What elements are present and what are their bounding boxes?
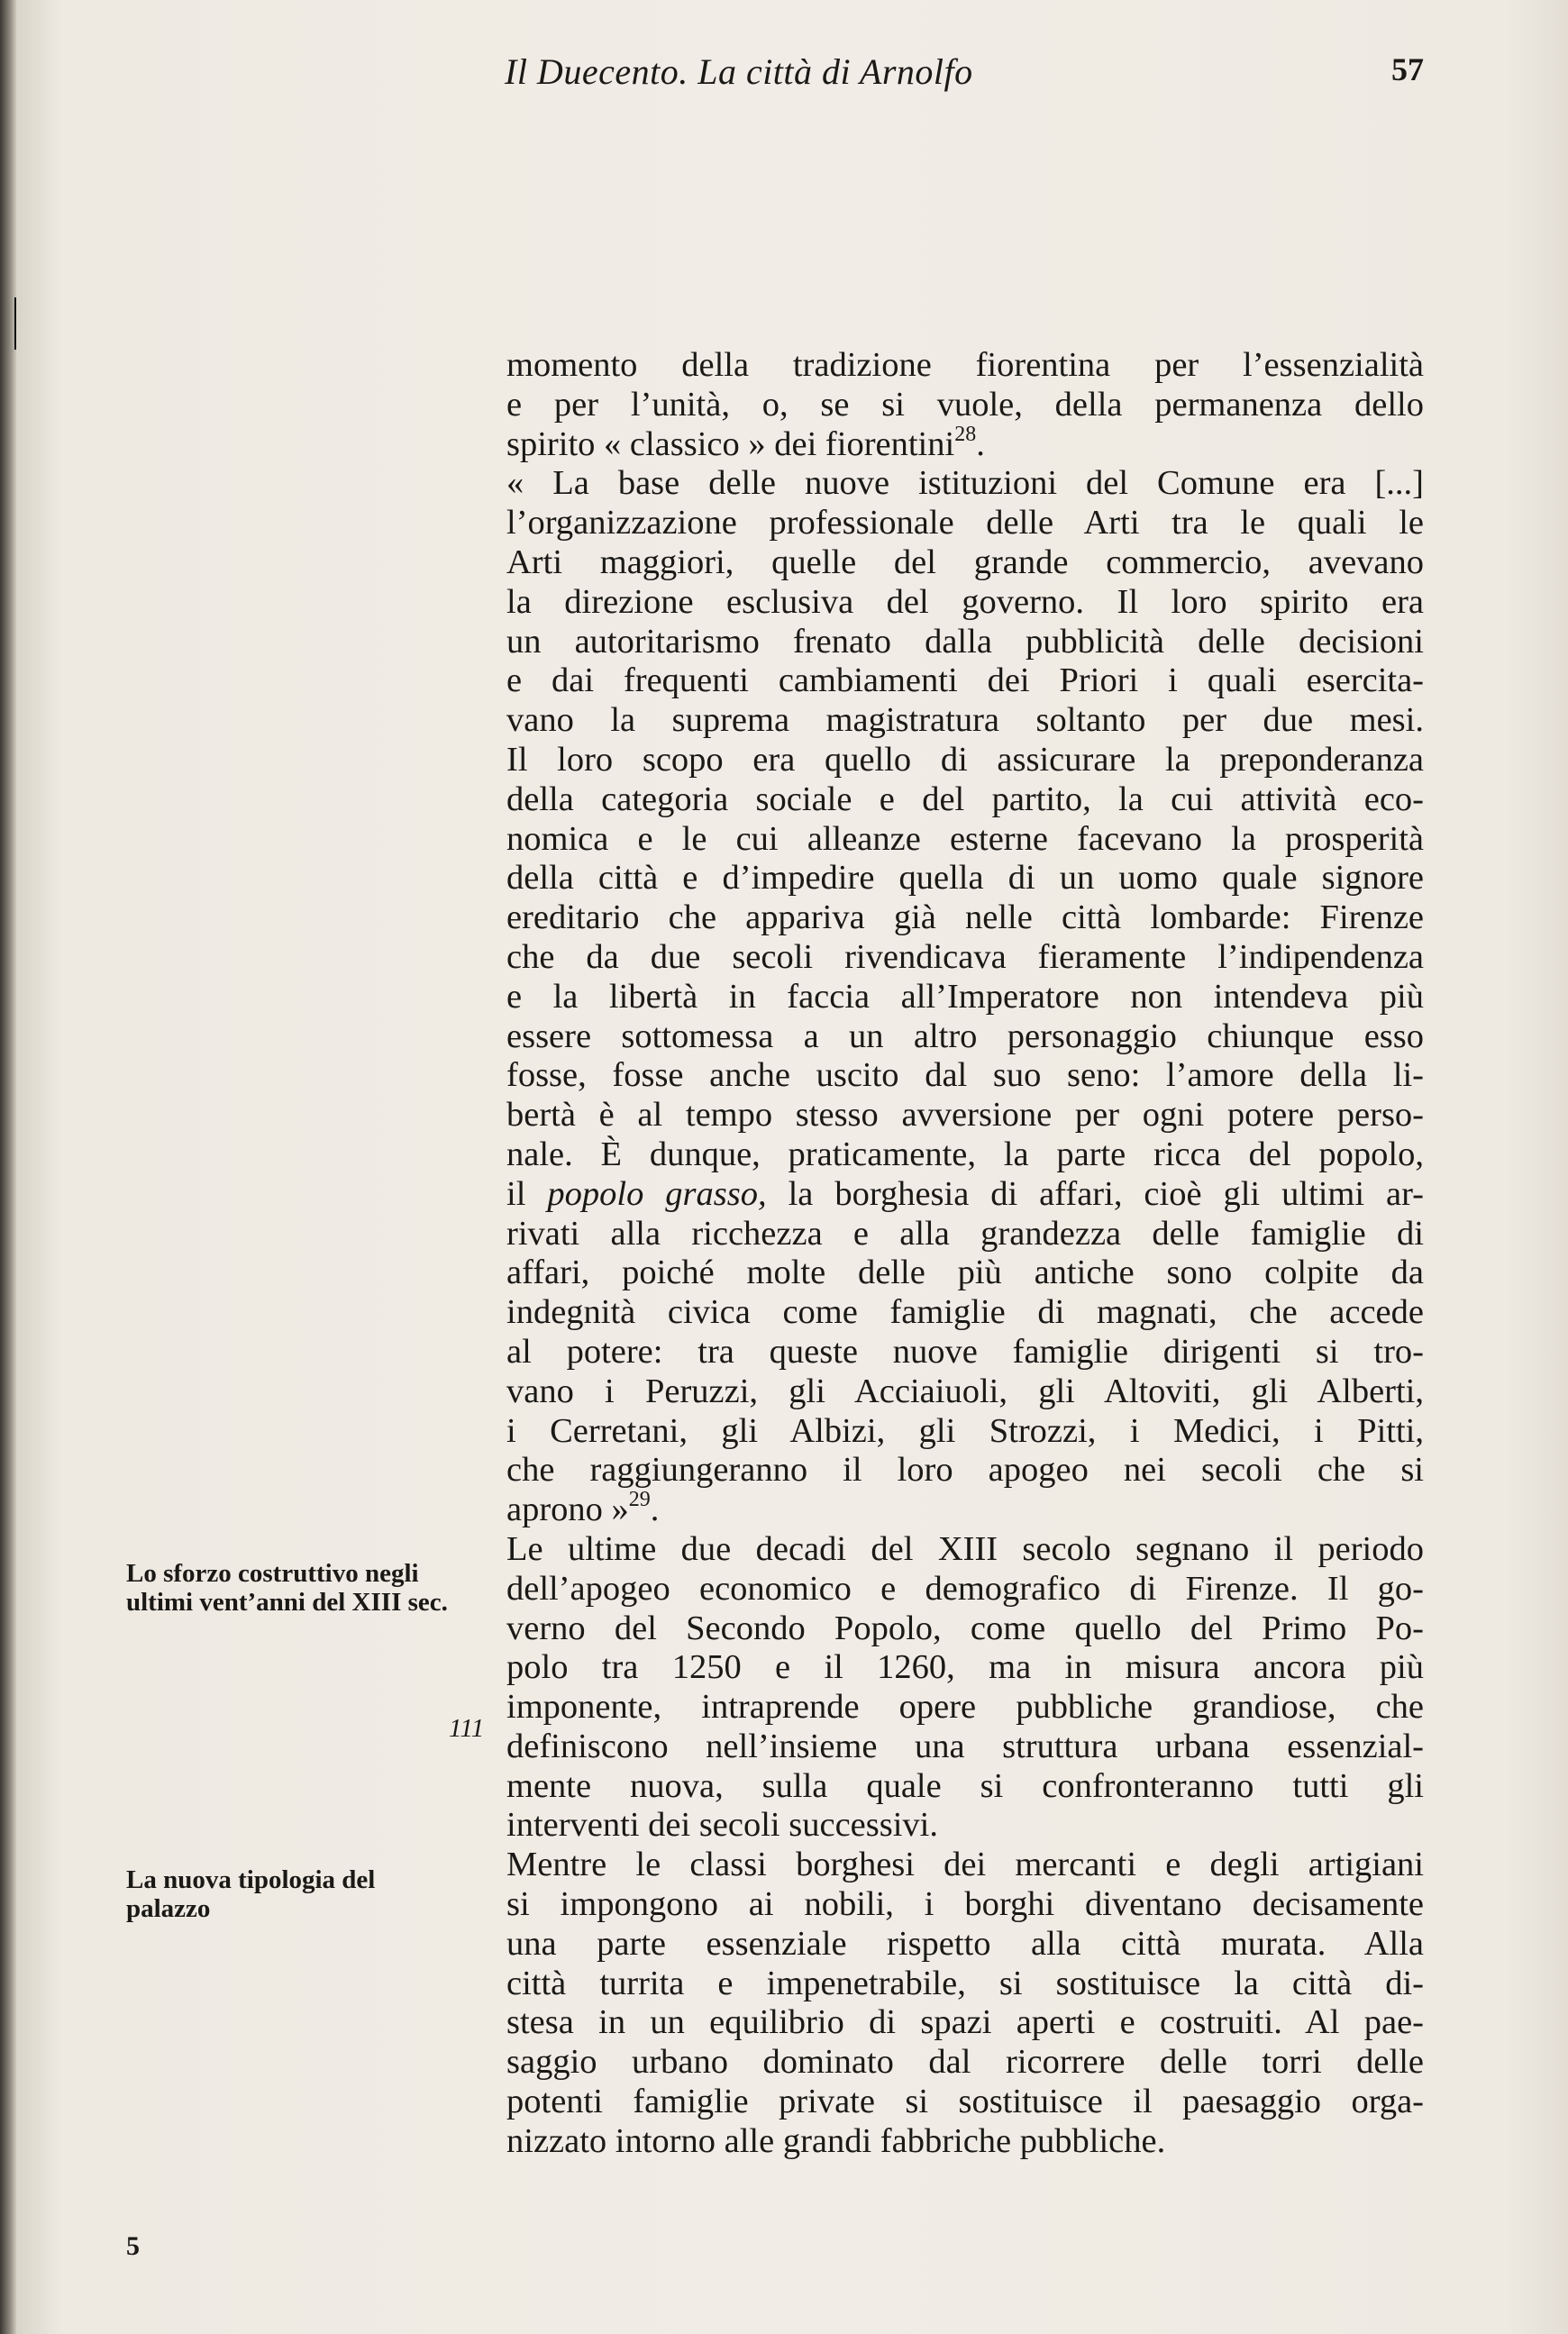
text-line: « La base delle nuove istituzioni del Comune era [...] bbox=[506, 464, 1424, 503]
text-line: indegnità civica come famiglie di magnati, che accede bbox=[506, 1293, 1424, 1332]
text-line: definiscono nell’insieme una struttura urbana essenzial- bbox=[506, 1727, 1424, 1765]
signature-mark: 5 bbox=[126, 2231, 140, 2261]
text-line: la direzione esclusiva del governo. Il loro spirito era bbox=[506, 582, 1424, 621]
text-line: un autoritarismo frenato dalla pubblicità delle decisioni bbox=[506, 622, 1424, 661]
text-line: aprono »$^{29}$. bbox=[506, 1488, 660, 1529]
figure-reference: 111 bbox=[449, 1714, 485, 1743]
footnote-ref: 28 bbox=[954, 422, 977, 446]
book-spine-shadow bbox=[0, 0, 16, 2334]
text-line: affari, poiché molte delle più antiche sono colpite da bbox=[506, 1254, 1424, 1292]
text-line: Il loro scopo era quello di assicurare la preponderanza bbox=[506, 740, 1424, 779]
text-line: mente nuova, sulla quale si confronteranno tutti gli bbox=[506, 1766, 1424, 1805]
text-line: che raggiungeranno il loro apogeo nei secoli che si bbox=[506, 1451, 1424, 1490]
text-line: nale. È dunque, praticamente, la parte ricca del popolo, bbox=[506, 1135, 1424, 1173]
side-note-construction-effort: Lo sforzo costruttivo negli ultimi vent’anni del XIII sec. bbox=[126, 1559, 448, 1617]
text-line: e la libertà in faccia all’Imperatore non intendeva più bbox=[506, 977, 1424, 1016]
text-line: della città e d’impedire quella di un uomo quale signore bbox=[506, 859, 1424, 898]
text-line: al potere: tra queste nuove famiglie dirigenti si tro- bbox=[506, 1332, 1424, 1371]
text-line: nomica e le cui alleanze esterne facevano la prosperità bbox=[506, 819, 1424, 858]
text-line: il popolo grasso, la borghesia di affari, cioè gli ultimi ar- bbox=[506, 1174, 1424, 1213]
text-line: una parte essenziale rispetto alla città murata. Alla bbox=[506, 1924, 1424, 1963]
text-line: vano la suprema magistratura soltanto per due mesi. bbox=[506, 701, 1424, 740]
text-line: imponente, intraprende opere pubbliche grandiose, che bbox=[506, 1688, 1424, 1727]
text-line: potenti famiglie private si sostituisce il paesaggio orga- bbox=[506, 2083, 1424, 2121]
text-line: l’organizzazione professionale delle Arti tra le quali le bbox=[506, 504, 1424, 542]
text-line: e dai frequenti cambiamenti dei Priori i quali esercita- bbox=[506, 661, 1424, 700]
text-line: verno del Secondo Popolo, come quello del Primo Po- bbox=[506, 1609, 1424, 1647]
page-number: 57 bbox=[1391, 51, 1424, 87]
side-note-palace-typology: La nuova tipologia del palazzo bbox=[126, 1865, 376, 1923]
text-line: i Cerretani, gli Albizi, gli Strozzi, i Medici, i Pitti, bbox=[506, 1411, 1424, 1450]
text-line: Mentre le classi borghesi dei mercanti e degli artigiani bbox=[506, 1846, 1424, 1884]
footnote-ref: 29 bbox=[628, 1488, 651, 1512]
body-text bbox=[506, 346, 1424, 2162]
text-line: stesa in un equilibrio di spazi aperti e costruiti. Al pae- bbox=[506, 2003, 1424, 2042]
text-line: Le ultime due decadi del XIII secolo segnano il periodo bbox=[506, 1529, 1424, 1568]
text-line: vano i Peruzzi, gli Acciaiuoli, gli Altoviti, gli Alberti, bbox=[506, 1372, 1424, 1410]
text-line: interventi dei secoli successivi. bbox=[506, 1806, 938, 1845]
text-line: fosse, fosse anche uscito dal suo seno: l’amore della li- bbox=[506, 1056, 1424, 1095]
text-line: ereditario che appariva già nelle città lombarde: Firenze bbox=[506, 898, 1424, 937]
text-line: spirito « classico » dei fiorentini$^{28}$. bbox=[506, 422, 985, 463]
text-line: dell’apogeo economico e demografico di Firenze. Il go- bbox=[506, 1569, 1424, 1608]
text-line: saggio urbano dominato dal ricorrere delle torri delle bbox=[506, 2043, 1424, 2082]
text-line: momento della tradizione fiorentina per l’essenzialità bbox=[506, 346, 1424, 384]
text-line: bertà è al tempo stesso avversione per ogni potere perso- bbox=[506, 1096, 1424, 1135]
text-line: si impongono ai nobili, i borghi diventano decisamente bbox=[506, 1885, 1424, 1924]
text-line: essere sottomessa a un altro personaggio chiunque esso bbox=[506, 1017, 1424, 1055]
text-line: polo tra 1250 e il 1260, ma in misura ancora più bbox=[506, 1648, 1424, 1687]
running-header: Il Duecento. La città di Arnolfo bbox=[505, 51, 973, 92]
text-line: Arti maggiori, quelle del grande commercio, avevano bbox=[506, 542, 1424, 581]
italic-term: popolo grasso, bbox=[547, 1174, 767, 1213]
text-line: città turrita e impenetrabile, si sostituisce la città di- bbox=[506, 1964, 1424, 2002]
text-line: nizzato intorno alle grandi fabbriche pubbliche. bbox=[506, 2121, 1166, 2160]
text-line: e per l’unità, o, se si vuole, della permanenza dello bbox=[506, 385, 1424, 424]
text-line: della categoria sociale e del partito, la cui attività eco- bbox=[506, 780, 1424, 818]
text-line: rivati alla ricchezza e alla grandezza delle famiglie di bbox=[506, 1214, 1424, 1253]
text-line: che da due secoli rivendicava fieramente l’indipendenza bbox=[506, 937, 1424, 976]
